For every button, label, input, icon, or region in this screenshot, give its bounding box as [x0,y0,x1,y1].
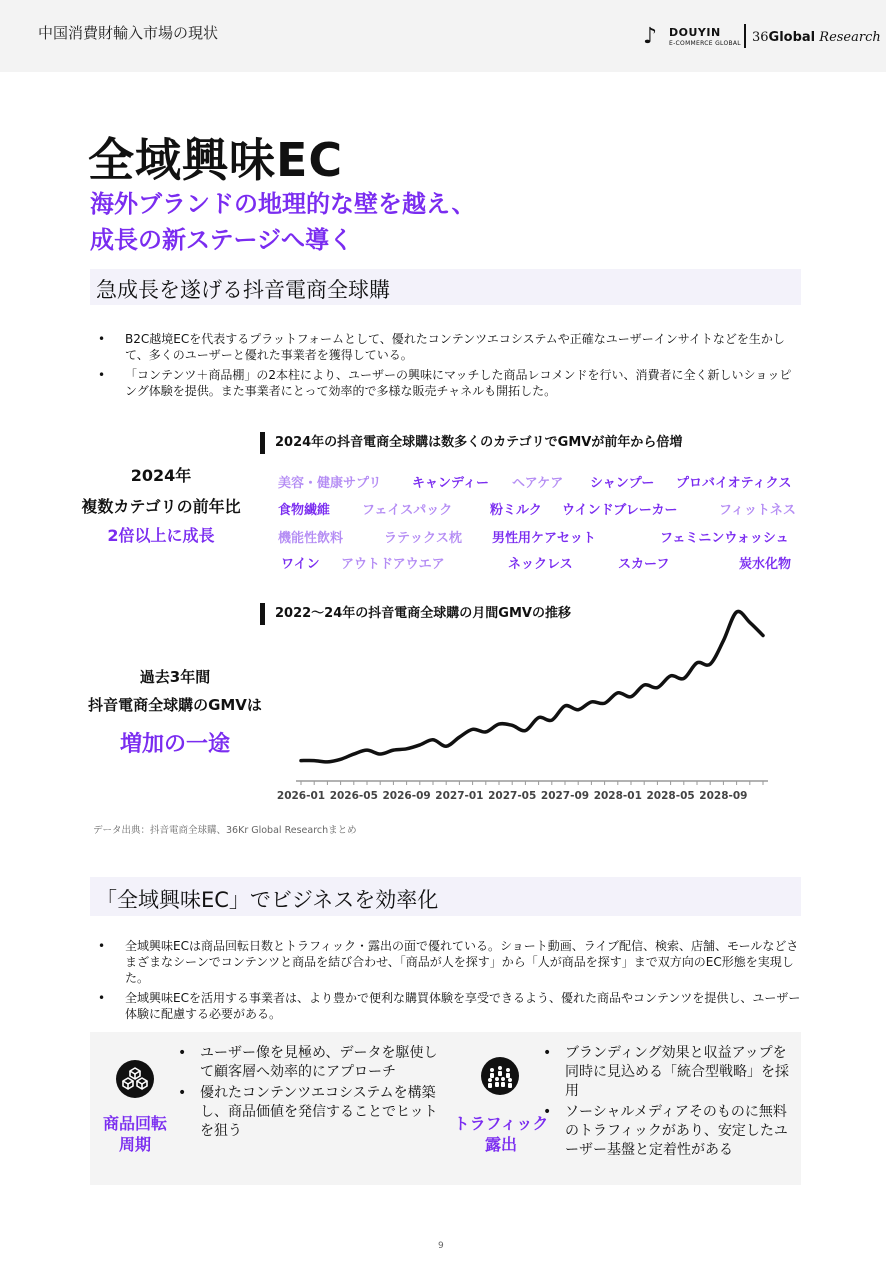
category-tag: ラテックス枕 [384,531,462,546]
category-tag: プロバイオティクス [676,476,792,491]
bullet-item: • 全域興味ECは商品回転日数とトラフィック・露出の面で優れている。ショート動画、ライブ配信、検索、店舗、モールなどさまざまなシーンでコンテンツと商品を結び合わせ、「商品が人を探す」から「人が商品を探す」まで双方向のEC形態を実現した。 [98,938,803,986]
category-tag: フェイスパック [362,503,453,518]
subtitle-line-2: 成長の新ステージへ導く [90,226,354,254]
douyin-logo-text: DOUYIN [669,26,721,39]
category-tag: アウトドアウエア [341,557,445,572]
gmv-side-highlight: 増加の一途 [119,732,230,757]
category-tag: 食物繊維 [278,503,331,518]
douyin-logo-subtext: E-COMMERCE GLOBAL [669,40,741,47]
category-tag: シャンプー [590,476,655,491]
page-subtitle [90,186,475,258]
top-bar [0,0,886,72]
bullet-item: • B2C越境ECを代表するプラットフォームとして、優れたコンテンツエコシステムや正確なユーザーインサイトなどを生かして、多くのユーザーと優れた事業者を獲得している。 [98,331,803,363]
label-line: 商品回転 [102,1114,167,1133]
x-tick-label: 2026-09 [382,790,431,802]
x-tick-label: 2027-09 [540,790,590,802]
growth-bullets [98,331,803,403]
label-line: トラフィック [453,1114,549,1133]
x-tick-label: 2027-05 [488,790,537,802]
36kr-logo: 36Global Research [752,30,881,45]
gmv-side-text: 抖音電商全球購のGMVは [88,696,262,714]
category-tag: ウインドブレーカー [562,503,678,518]
section-heading-growth [90,269,801,305]
section-heading-efficiency [90,877,801,916]
gmv-series-line [301,611,763,761]
x-tick-label: 2026-05 [329,790,378,802]
report-section-title: 中国消費財輸入市場の現状 [38,24,219,42]
category-tag: 炭水化物 [739,557,792,572]
categories-heading: 2024年の抖音電商全球購は数多くのカテゴリでGMVが前年から倍増 [260,432,682,454]
category-tag: 粉ミルク [490,503,542,518]
x-tick-label: 2028-09 [699,790,748,802]
gmv-side-period: 過去3年間 [139,668,211,686]
category-tag: フェミニンウォッシュ [660,531,789,546]
page-title: 全域興味EC [88,133,344,187]
feature-comparison-box [90,1032,801,1185]
page-number: 9 [438,1241,444,1251]
efficiency-bullets [98,938,803,1026]
category-tag: ワイン [281,557,320,572]
x-tick-label: 2028-01 [593,790,642,802]
category-tag: ネックレス [508,557,573,572]
bullet-item: • ソーシャルメディアそのものに無料のトラフィックがあり、安定したユーザー基盤と定着性がある [543,1103,793,1160]
feature-label-turnover [90,1113,180,1155]
douyin-logo-icon: ♪ [643,24,658,49]
bullet-item: • ユーザー像を見極め、データを駆使して顧客層へ効率的にアプローチ [178,1044,446,1082]
category-tag: フィットネス [719,503,796,518]
bullet-item: • ブランディング効果と収益アップを同時に見込める「統合型戦略」を採用 [543,1044,793,1101]
bullet-item: • 「コンテンツ＋商品棚」の2本柱により、ユーザーの興味にマッチした商品レコメンドを行い、消費者に全く新しいショッピング体験を提供。また事業者にとって効率的で多様な販売チャネルも開拓した。 [98,367,803,399]
categories-side-text: 複数カテゴリの前年比 [81,497,241,516]
x-tick-label: 2027-01 [435,790,484,802]
subtitle-line-1: 海外ブランドの地理的な壁を越え、 [90,190,476,218]
category-tag: 機能性飲料 [278,531,344,546]
bullet-item: • 優れたコンテンツエコシステムを構築し、商品価値を発信することでヒットを狙う [178,1084,446,1141]
gmv-chart-heading: 2022～24年の抖音電商全球購の月間GMVの推移 [260,603,571,625]
label-line: 周期 [118,1135,151,1154]
category-tag: ヘアケア [512,476,564,491]
category-tag: キャンディー [412,476,489,491]
gmv-line-chart [270,600,790,810]
category-tag: 男性用ケアセット [492,531,596,546]
feature-label-traffic [453,1113,549,1155]
section-heading-text: 急成長を遂げる抖音電商全球購 [96,278,390,302]
boxes-icon [116,1060,154,1098]
audience-icon [481,1057,519,1095]
x-tick-label: 2026-01 [276,790,326,802]
logo-divider [744,24,746,48]
bullet-item: • 全域興味ECを活用する事業者は、より豊かで便利な購買体験を享受できるよう、優れた商品やコンテンツを提供し、ユーザー体験に配慮する必要がある。 [98,990,803,1022]
section-heading-text: 「全域興味EC」でビジネスを効率化 [96,888,439,912]
categories-side-highlight: 2倍以上に成長 [107,526,215,545]
categories-side-year: 2024年 [130,466,192,485]
x-tick-label: 2028-05 [646,790,695,802]
traffic-bullets [543,1044,793,1162]
category-tag: 美容・健康サプリ [278,476,382,491]
label-line: 露出 [484,1135,517,1154]
data-source-note: データ出典：抖音電商全球購、36Kr Global Researchまとめ [93,825,357,836]
turnover-bullets [178,1044,446,1143]
category-tag: スカーフ [618,557,670,572]
